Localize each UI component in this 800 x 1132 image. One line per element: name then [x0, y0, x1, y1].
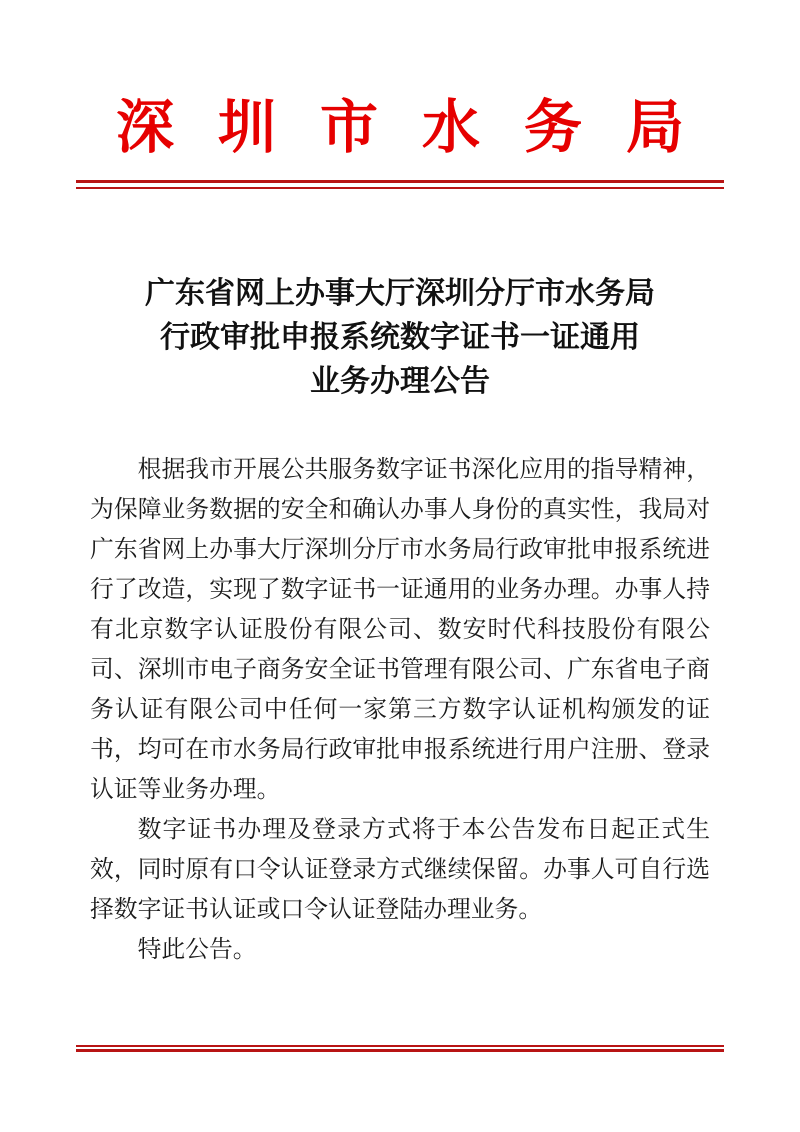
document-title [0, 272, 800, 404]
body-paragraph-1: 根据我市开展公共服务数字证书深化应用的指导精神，为保障业务数据的安全和确认办事人身份的真实性，我局对广东省网上办事大厅深圳分厅市水务局行政审批申报系统进行了改造，实现了数字证书一证通用的业务办理。办事人持有北京数字认证股份有限公司、数安时代科技股份有限公司、深圳市电子商务安全证书管理有限公司、广东省电子商务认证有限公司中任何一家第三方数字认证机构颁发的证书，均可在市水务局行政审批申报系统进行用户注册、登录认证等业务办理。 [90, 457, 710, 803]
header-rule-top [76, 180, 724, 183]
footer-rule-top [76, 1045, 724, 1047]
footer-rule-bottom [76, 1049, 724, 1052]
body-paragraph-2: 数字证书办理及登录方式将于本公告发布日起正式生效，同时原有口令认证登录方式继续保留。办事人可自行选择数字证书认证或口令认证登陆办理业务。 [90, 817, 710, 923]
body-paragraph-3: 特此公告。 [137, 937, 257, 963]
document-body [90, 450, 710, 970]
document-title-line-1: 广东省网上办事大厅深圳分厅市水务局 [145, 277, 655, 310]
document-title-line-3: 业务办理公告 [310, 365, 490, 398]
header-rule-bottom [76, 187, 724, 189]
document-title-line-2: 行政审批申报系统数字证书一证通用 [160, 321, 640, 354]
agency-header-title: 深圳市水务局 [115, 95, 728, 160]
